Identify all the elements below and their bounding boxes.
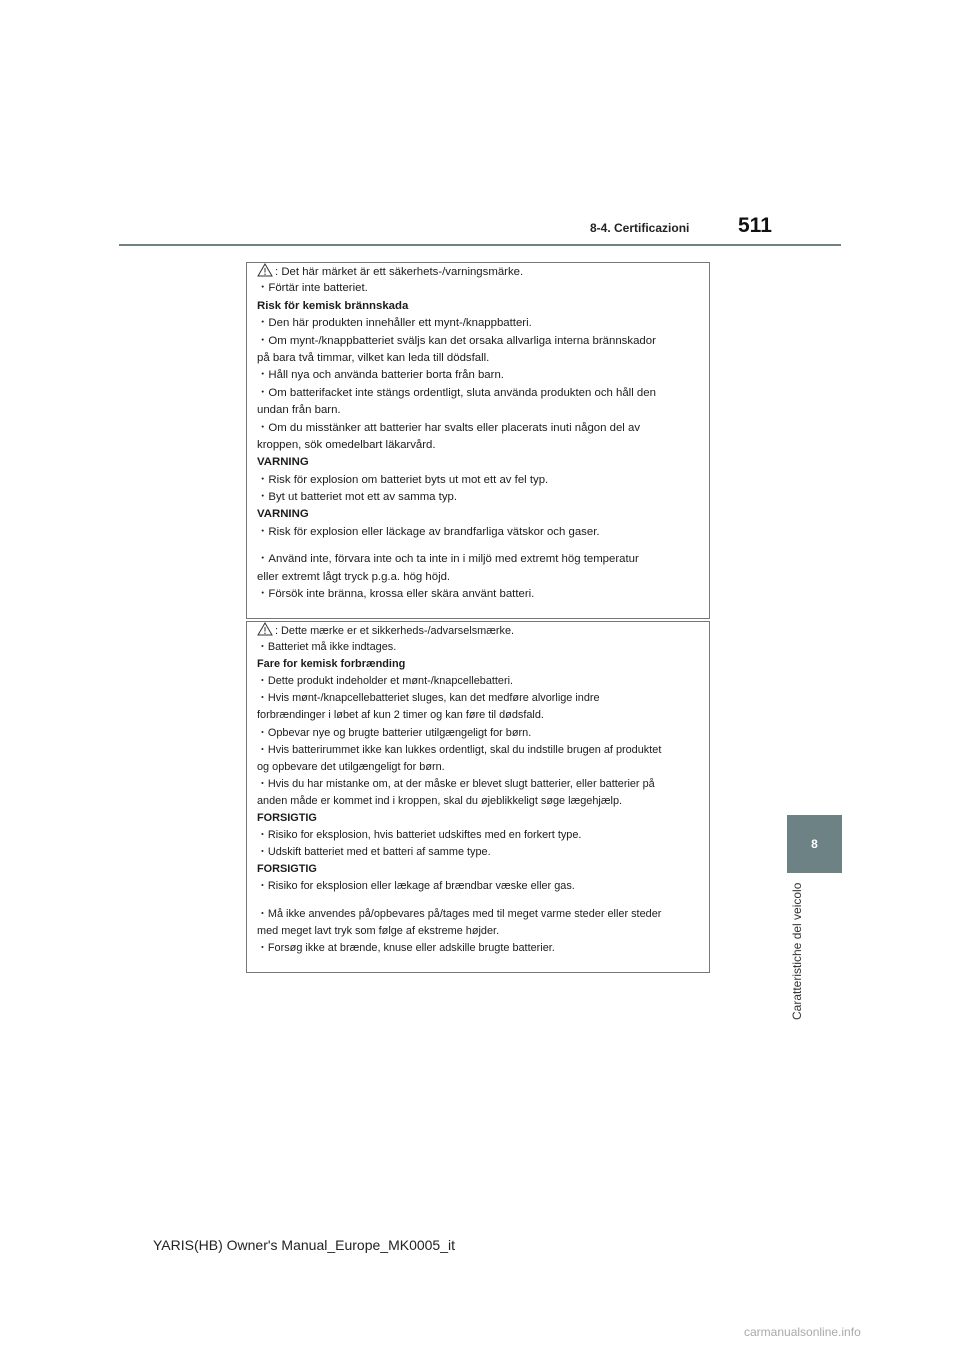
chapter-tab <box>787 815 842 873</box>
swedish-line: eller extremt lågt tryck p.g.a. hög höjd. <box>257 570 451 583</box>
swedish-line: kroppen, sök omedelbart läkarvård. <box>257 438 436 451</box>
swedish-line: ・Förtär inte batteriet. <box>257 282 368 295</box>
watermark: carmanualsonline.info <box>744 1325 861 1339</box>
danish-line: ・Udskift batteriet med et batteri af samme type. <box>257 846 491 859</box>
swedish-line: ・Om du misstänker att batterier har svalts eller placerats inuti någon del av <box>257 421 641 434</box>
swedish-warning-box <box>246 262 710 619</box>
danish-line: ・Hvis mønt-/knapcellebatteriet sluges, kan det medføre alvorlige indre <box>257 692 600 705</box>
warning-triangle-icon <box>257 622 273 639</box>
danish-line: og opbevare det utilgængeligt for børn. <box>257 760 445 773</box>
header-divider <box>119 244 841 246</box>
danish-line: ・Hvis batterirummet ikke kan lukkes ordentligt, skal du indstille brugen af produktet <box>257 743 662 756</box>
swedish-line: ・Risk för explosion om batteriet byts ut mot ett av fel typ. <box>257 473 549 486</box>
swedish-symbol-line <box>257 263 709 280</box>
chapter-label: Caratteristiche del veicolo <box>790 882 804 1020</box>
danish-line: ・Batteriet må ikke indtages. <box>257 641 397 654</box>
danish-line: med meget lavt tryk som følge af ekstreme højder. <box>257 924 500 937</box>
header-section-title: 8-4. Certificazioni <box>590 221 690 235</box>
danish-line: forbrændinger i løbet af kun 2 timer og kan føre til dødsfald. <box>257 709 544 722</box>
footer <box>0 1237 960 1253</box>
swedish-line: ・Försök inte bränna, krossa eller skära använt batteri. <box>257 588 535 601</box>
danish-line: ・Dette produkt indeholder et mønt-/knapcellebatteri. <box>257 675 514 688</box>
swedish-line: ・Byt ut batteriet mot ett av samma typ. <box>257 491 458 504</box>
swedish-line: ・Håll nya och använda batterier borta från barn. <box>257 369 504 382</box>
danish-line: ・Forsøg ikke at brænde, knuse eller adskille brugte batterier. <box>257 941 555 954</box>
warning-triangle-icon <box>257 263 273 280</box>
danish-warning-box <box>246 621 710 973</box>
danish-line: ・Risiko for eksplosion eller lækage af brændbar væske eller gas. <box>257 880 575 893</box>
swedish-line: ・Om batterifacket inte stängs ordentligt, sluta använda produkten och håll den <box>257 386 656 399</box>
swedish-line: undan från barn. <box>257 404 341 417</box>
danish-heading: FORSIGTIG <box>257 863 317 876</box>
swedish-line: ・Risk för explosion eller läckage av brandfarliga vätskor och gaser. <box>257 525 600 538</box>
chapter-number: 8 <box>811 837 818 851</box>
swedish-heading: VARNING <box>257 456 309 469</box>
danish-line: ・Risiko for eksplosion, hvis batteriet udskiftes med en forkert type. <box>257 829 582 842</box>
manual-id: YARIS(HB) Owner's Manual_Europe_MK0005_it <box>153 1237 455 1253</box>
danish-line: anden måde er kommet ind i kroppen, skal du øjeblikkeligt søge lægehjælp. <box>257 794 623 807</box>
swedish-line: ・Den här produkten innehåller ett mynt-/knappbatteri. <box>257 317 532 330</box>
swedish-line: på bara två timmar, vilket kan leda till dödsfall. <box>257 351 490 364</box>
page-number: 511 <box>738 214 772 237</box>
danish-line: ・Opbevar nye og brugte batterier utilgængeligt for børn. <box>257 726 532 739</box>
chapter-label-container <box>786 880 810 1020</box>
danish-heading: FORSIGTIG <box>257 812 317 825</box>
swedish-symbol-text: : Det här märket är ett säkerhets-/varningsmärke. <box>275 266 524 278</box>
swedish-line: ・Om mynt-/knappbatteriet sväljs kan det orsaka allvarliga interna brännskador <box>257 334 656 347</box>
danish-symbol-text: : Dette mærke er et sikkerheds-/advarselsmærke. <box>275 625 515 637</box>
swedish-heading: VARNING <box>257 508 309 521</box>
danish-symbol-line <box>257 622 709 639</box>
swedish-line: ・Använd inte, förvara inte och ta inte in i miljö med extremt hög temperatur <box>257 553 639 566</box>
swedish-heading: Risk för kemisk brännskada <box>257 299 409 312</box>
danish-line: ・Må ikke anvendes på/opbevares på/tages med til meget varme steder eller steder <box>257 907 662 920</box>
danish-line: ・Hvis du har mistanke om, at der måske er blevet slugt batterier, eller batterier på <box>257 777 655 790</box>
danish-heading: Fare for kemisk forbrænding <box>257 658 406 671</box>
